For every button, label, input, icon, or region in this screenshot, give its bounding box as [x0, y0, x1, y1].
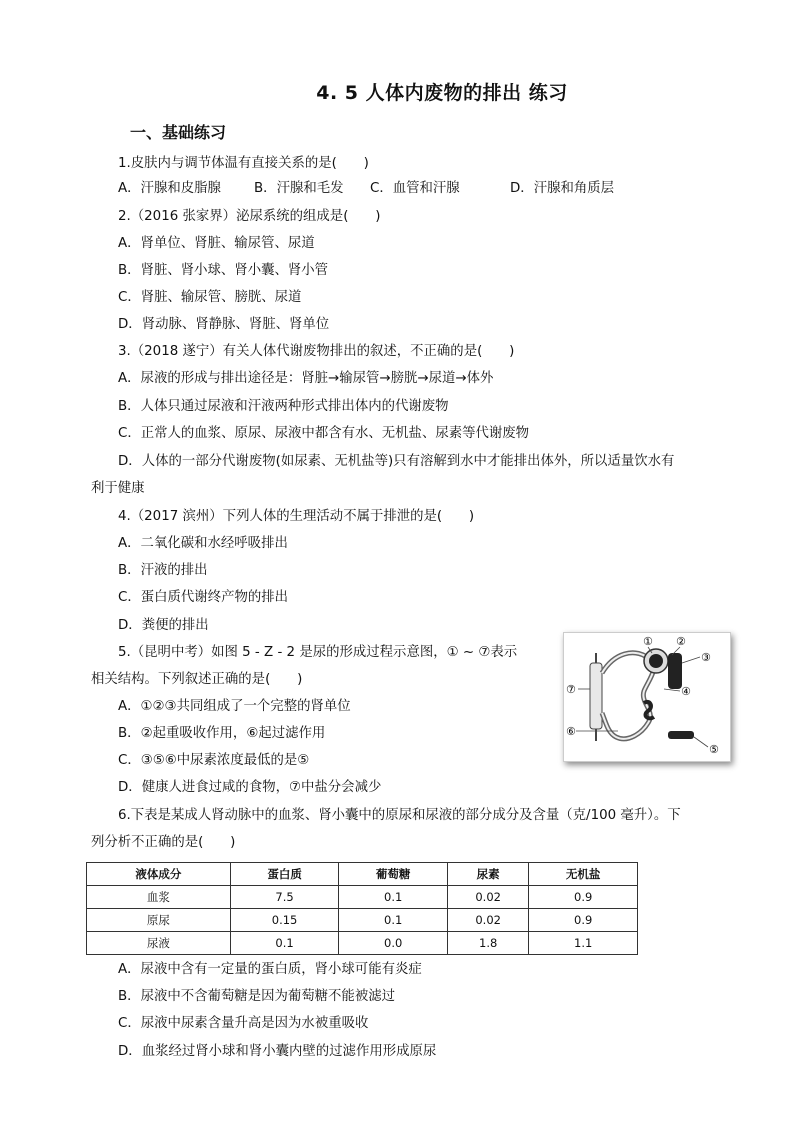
- q3-option-d-wrap: 利于健康: [91, 481, 145, 496]
- collecting-outlet: [668, 731, 694, 739]
- question-6-stem: 6.下表是某成人肾动脉中的血浆、肾小囊中的原尿和尿液的部分成分及含量（克/100 毫升）。下: [118, 808, 681, 823]
- table-row: [87, 886, 638, 909]
- leader-3: [682, 657, 700, 663]
- table-cell: 0.9: [529, 886, 638, 909]
- table-cell: 0.02: [447, 886, 528, 909]
- q6-option-b: B．尿液中不含葡萄糖是因为葡萄糖不能被滤过: [118, 989, 395, 1004]
- leader-4: [664, 689, 680, 691]
- figure-label-1: ①: [643, 635, 653, 648]
- table-cell: 0.1: [339, 886, 448, 909]
- q6-option-d: D．血浆经过肾小球和肾小囊内壁的过滤作用形成原尿: [118, 1044, 437, 1059]
- question-1-stem: 1.皮肤内与调节体温有直接关系的是( ): [118, 156, 369, 171]
- table-header-cell: 蛋白质: [230, 863, 339, 886]
- figure-label-4: ④: [681, 685, 691, 698]
- section-heading: 一、基础练习: [130, 123, 227, 142]
- table-header-cell: 液体成分: [87, 863, 231, 886]
- question-5-stem-wrap: 相关结构。下列叙述正确的是( ): [91, 672, 303, 687]
- question-6-stem-wrap: 列分析不正确的是( ): [91, 835, 236, 850]
- renal-vessel: [668, 653, 682, 689]
- composition-table: [86, 862, 638, 955]
- q2-option-d: D．肾动脉、肾静脉、肾脏、肾单位: [118, 317, 330, 332]
- q5-option-a: A．①②③共同组成了一个完整的肾单位: [118, 699, 351, 714]
- figure-label-7: ⑦: [566, 683, 576, 696]
- table-header-cell: 尿素: [447, 863, 528, 886]
- table-cell: 7.5: [230, 886, 339, 909]
- q4-option-d: D．粪便的排出: [118, 618, 209, 633]
- question-3-stem: 3.（2018 遂宁）有关人体代谢废物排出的叙述，不正确的是( ): [118, 344, 515, 359]
- table-cell: 1.1: [529, 932, 638, 955]
- figure-label-6: ⑥: [566, 725, 576, 738]
- q5-option-c: C．③⑤⑥中尿素浓度最低的是⑤: [118, 753, 310, 768]
- table-header-cell: 无机盐: [529, 863, 638, 886]
- figure-label-5: ⑤: [709, 743, 719, 756]
- nephron-diagram-svg: [564, 633, 730, 761]
- q2-option-c: C．肾脏、输尿管、膀胱、尿道: [118, 290, 302, 305]
- table-cell: 0.15: [230, 909, 339, 932]
- q4-option-c: C．蛋白质代谢终产物的排出: [118, 590, 289, 605]
- q3-option-c: C．正常人的血浆、原尿、尿液中都含有水、无机盐、尿素等代谢废物: [118, 426, 530, 441]
- q3-option-a: A．尿液的形成与排出途径是：肾脏→输尿管→膀胱→尿道→体外: [118, 371, 494, 386]
- q1-option-b: B．汗腺和毛发: [254, 181, 344, 196]
- q3-option-d: D．人体的一部分代谢废物(如尿素、无机盐等)只有溶解到水中才能排出体外，所以适量饮水有: [118, 454, 675, 469]
- table-header-row: [87, 863, 638, 886]
- q2-option-a: A．肾单位、肾脏、输尿管、尿道: [118, 236, 315, 251]
- table-cell: 0.1: [339, 909, 448, 932]
- q5-option-b: B．②起重吸收作用，⑥起过滤作用: [118, 726, 326, 741]
- table-cell: 0.1: [230, 932, 339, 955]
- table-row: [87, 932, 638, 955]
- table-cell: 血浆: [87, 886, 231, 909]
- table-row: [87, 909, 638, 932]
- leader-5: [694, 737, 708, 747]
- q4-option-b: B．汗液的排出: [118, 563, 208, 578]
- figure-label-3: ③: [701, 651, 711, 664]
- q5-option-d: D．健康人进食过咸的食物，⑦中盐分会减少: [118, 780, 382, 795]
- q6-option-a: A．尿液中含有一定量的蛋白质，肾小球可能有炎症: [118, 962, 422, 977]
- q4-option-a: A．二氧化碳和水经呼吸排出: [118, 536, 288, 551]
- table-cell: 0.02: [447, 909, 528, 932]
- question-5-stem: 5.（昆明中考）如图 5 - Z - 2 是尿的形成过程示意图，① ~ ⑦表示: [118, 645, 518, 660]
- nephron-diagram: [563, 632, 731, 762]
- q1-option-c: C．血管和汗腺: [370, 181, 460, 196]
- page-title: 4. 5 人体内废物的排出 练习: [316, 82, 568, 104]
- table-header-cell: 葡萄糖: [339, 863, 448, 886]
- table-cell: 0.0: [339, 932, 448, 955]
- q2-option-b: B．肾脏、肾小球、肾小囊、肾小管: [118, 263, 329, 278]
- table-cell: 尿液: [87, 932, 231, 955]
- collecting-duct: [590, 663, 602, 729]
- figure-label-2: ②: [676, 635, 686, 648]
- table-cell: 1.8: [447, 932, 528, 955]
- q1-option-d: D．汗腺和角质层: [510, 181, 615, 196]
- question-2-stem: 2.（2016 张家界）泌尿系统的组成是( ): [118, 209, 381, 224]
- q1-option-a: A．汗腺和皮脂腺: [118, 181, 221, 196]
- table-cell: 原尿: [87, 909, 231, 932]
- q3-option-b: B．人体只通过尿液和汗液两种形式排出体内的代谢废物: [118, 399, 449, 414]
- question-4-stem: 4.（2017 滨州）下列人体的生理活动不属于排泄的是( ): [118, 509, 475, 524]
- glomerulus: [649, 654, 663, 668]
- q6-option-c: C．尿液中尿素含量升高是因为水被重吸收: [118, 1016, 369, 1031]
- table-cell: 0.9: [529, 909, 638, 932]
